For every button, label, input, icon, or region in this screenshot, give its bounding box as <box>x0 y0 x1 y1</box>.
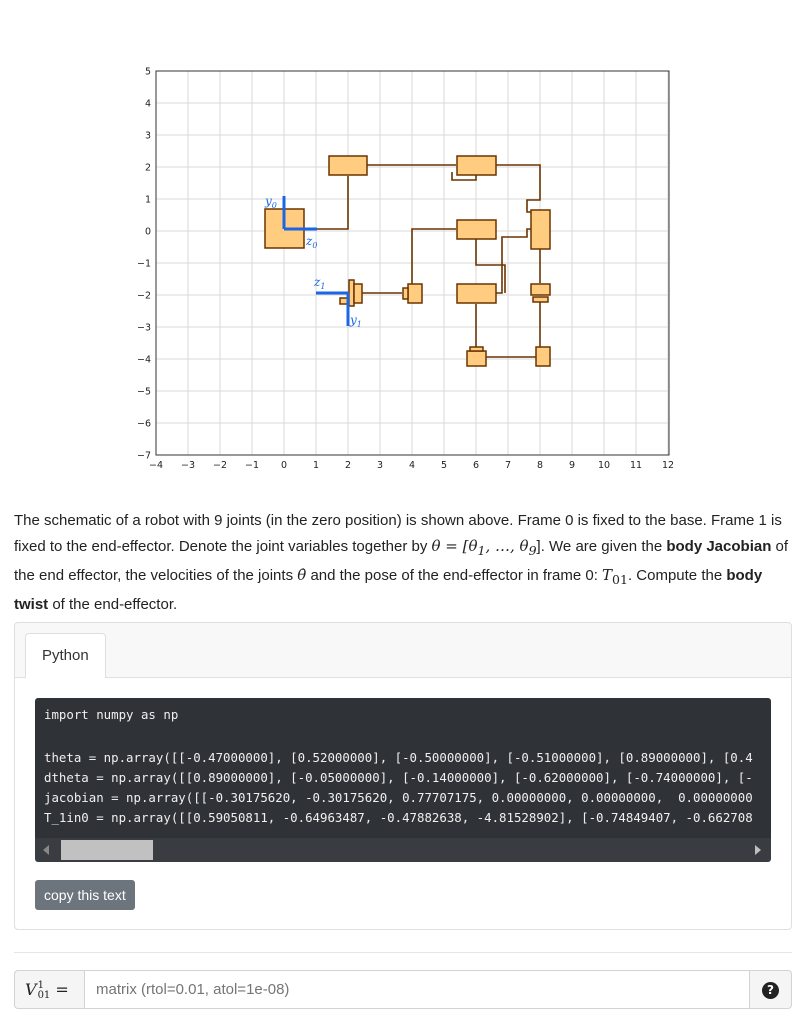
y-tick-label: −7 <box>136 450 151 462</box>
y-tick-label: −6 <box>136 418 151 430</box>
frame0-z-label: $z_0$ <box>306 234 318 250</box>
scrollbar-thumb[interactable] <box>61 840 153 860</box>
code-line: jacobian = np.array([[-0.30175620, -0.30175620, 0.77707175, 0.00000000, 0.00000000, 0.00000000 <box>44 790 753 805</box>
answer-label: V 1 01 = <box>14 970 84 1009</box>
x-tick-label: 1 <box>312 460 320 471</box>
y-tick-label: −5 <box>136 386 151 398</box>
scroll-right-arrow-icon[interactable] <box>755 845 761 855</box>
joint-box <box>470 347 483 351</box>
y-tick-label: 0 <box>144 226 151 238</box>
y-tick-label: 1 <box>144 194 151 206</box>
y-tick-label: −3 <box>136 322 151 334</box>
joint-box <box>536 347 550 366</box>
code-line: T_1in0 = np.array([[0.59050811, -0.64963487, -0.47882638, -4.81528902], [-0.74849407, -0.662708 <box>44 810 753 825</box>
x-tick-label: 10 <box>597 460 611 471</box>
joint-box <box>457 284 496 303</box>
code-line: theta = np.array([[-0.47000000], [0.52000000], [-0.50000000], [-0.51000000], [0.89000000], [0.4 <box>44 750 753 765</box>
y-tick-label: 2 <box>144 162 151 174</box>
frame1-y-label: $y_1$ <box>350 313 362 329</box>
y-tick-label: −4 <box>136 354 151 366</box>
joint-box <box>403 288 408 299</box>
joint-box <box>408 284 422 303</box>
code-line: import numpy as np <box>44 707 179 722</box>
x-tick-label: −4 <box>148 460 164 471</box>
x-tick-label: 11 <box>629 460 643 471</box>
y-tick-label: 3 <box>144 130 151 142</box>
code-horizontal-scrollbar[interactable] <box>35 838 771 862</box>
x-tick-label: 0 <box>280 460 288 471</box>
question-circle-icon[interactable]: ? <box>762 982 779 999</box>
scroll-left-arrow-icon[interactable] <box>43 845 49 855</box>
theta-vector: $\theta = [\theta_1$, …, $\theta_9$ <box>431 536 537 558</box>
joint-box <box>329 156 367 175</box>
y-tick-label: −2 <box>136 290 151 302</box>
x-tick-label: 5 <box>440 460 448 471</box>
x-tick-label: −1 <box>244 460 260 471</box>
code-line: dtheta = np.array([[0.89000000], [-0.05000000], [-0.14000000], [-0.62000000], [-0.74000000], [- <box>44 770 753 785</box>
x-tick-label: 2 <box>344 460 352 471</box>
frame1-z-label: $z_1$ <box>314 275 326 291</box>
x-tick-label: 6 <box>472 460 480 471</box>
x-tick-label: 4 <box>408 460 416 471</box>
y-tick-label: −1 <box>136 258 151 270</box>
help-box[interactable] <box>750 970 792 1009</box>
code-card <box>14 622 792 930</box>
x-tick-label: 3 <box>376 460 384 471</box>
x-tick-label: 8 <box>536 460 544 471</box>
divider <box>14 952 792 953</box>
joint-box <box>467 351 486 366</box>
answer-input[interactable] <box>84 970 750 1009</box>
x-tick-label: −2 <box>212 460 228 471</box>
x-tick-label: −3 <box>180 460 196 471</box>
copy-text-button[interactable]: copy this text <box>35 880 135 910</box>
code-tab-bar <box>15 623 791 678</box>
transform-t01: $T_{01}$ <box>602 566 628 587</box>
robot-schematic-plot <box>130 60 690 480</box>
x-tick-label: 7 <box>504 460 512 471</box>
end-effector-gripper <box>354 284 362 303</box>
body-jacobian-term: body Jacobian <box>666 537 772 555</box>
code-card-body <box>15 678 791 929</box>
y-tick-label: 5 <box>144 66 151 78</box>
code-block[interactable] <box>35 698 771 838</box>
joint-box <box>531 210 550 249</box>
y-tick-label: 4 <box>144 98 151 110</box>
joint-box <box>533 297 548 302</box>
problem-statement: The schematic of a robot with 9 joints (in the zero position) is shown above. Frame 0 is fixed to the base. Frame 1 is fixed to the end-effector. Denote the joint variables together by $\theta = [\theta_1$, …, $\theta_9$]. We are given the body Jacobian of the end effector, the velocities of the joints θ̇ and the pose of the end-effector in frame 0: $T_{01}$. Compute the body twist of the end-effector. <box>14 512 789 613</box>
body-twist-term: body twist <box>14 567 763 613</box>
theta-dot: θ̇ <box>297 566 307 584</box>
joint-box <box>457 220 496 239</box>
x-tick-label: 9 <box>568 460 576 471</box>
joint-box <box>457 156 496 175</box>
joint-box <box>531 284 550 295</box>
x-tick-label: 12 <box>661 460 675 471</box>
frame0-y-label: $y_0$ <box>265 194 277 210</box>
answer-row <box>14 970 792 1009</box>
tab-python[interactable]: Python <box>25 633 106 679</box>
